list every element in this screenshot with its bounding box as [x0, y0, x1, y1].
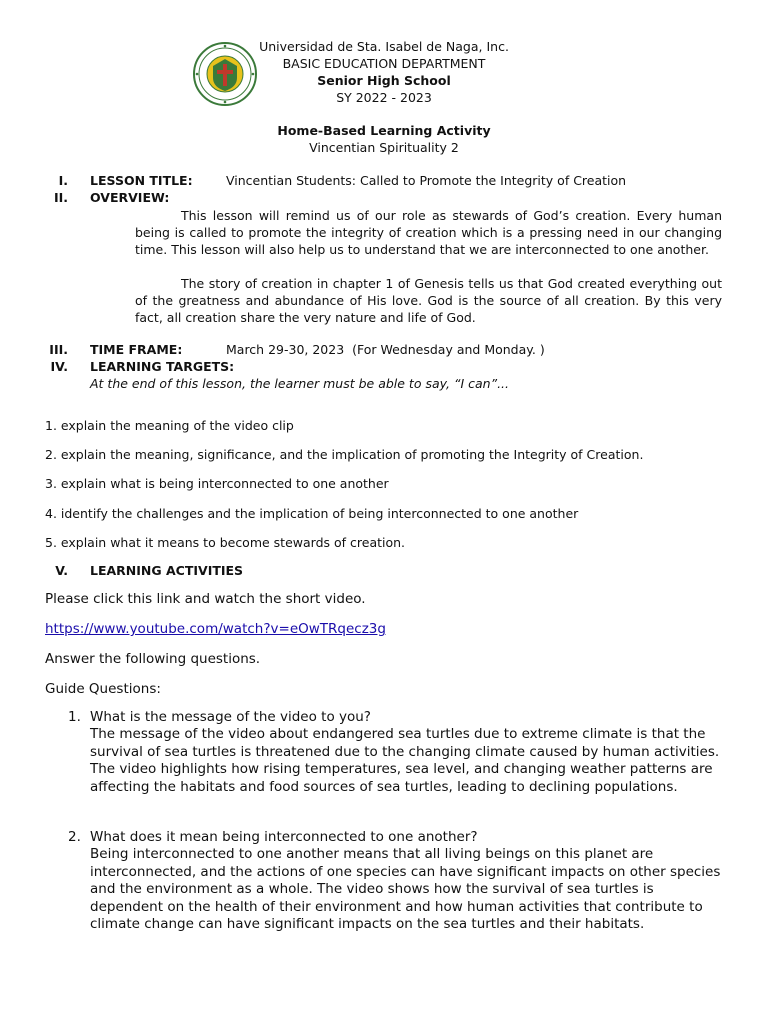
school-name: Senior High School: [317, 73, 451, 88]
university-name: Universidad de Sta. Isabel de Naga, Inc.: [259, 39, 509, 54]
answer-text: The message of the video about endangered sea turtles due to extreme climate is that the survival of sea turtles is threatened due to the changing climate caused by human activities. The video highlights how rising temperatures, sea level, and changing weather patterns are affecting the habitats and food sources of sea turtles, leading to declining populations.: [90, 726, 720, 795]
question-number: 1.: [68, 709, 81, 725]
learning-target-item: 5. explain what it means to become stewards of creation.: [45, 535, 406, 550]
lesson-title-label: LESSON TITLE:: [90, 173, 193, 188]
learning-targets-label: LEARNING TARGETS:: [90, 359, 235, 374]
learning-activities-label: LEARNING ACTIVITIES: [90, 563, 244, 578]
answer-text: Being interconnected to one another means that all living beings on this planet are interconnected, and the actions of one species can have significant impacts on other species and the environment as a whole. The video shows how the survival of sea turtles is dependent on the health of their environment and how human activities that contribute to climate change can have significant impacts on the sea turtles and their habitats.: [90, 846, 721, 932]
lesson-title-value: Vincentian Students: Called to Promote the Integrity of Creation: [226, 173, 627, 188]
learning-target-item: 3. explain what is being interconnected to one another: [45, 476, 389, 491]
time-frame-value: March 29-30, 2023 (For Wednesday and Monday. ): [226, 342, 545, 357]
learning-target-item: 1. explain the meaning of the video clip: [45, 418, 294, 433]
overview-paragraph-2: The story of creation in chapter 1 of Genesis tells us that God created everything out of the greatness and abundance of His love. God is the source of all creation. By this very fact, all creation share the very nature and life of God.: [135, 276, 722, 325]
learning-targets-intro: At the end of this lesson, the learner must be able to say, “I can”...: [90, 376, 509, 391]
learning-target-item: 4. identify the challenges and the implication of being interconnected to one another: [45, 506, 579, 521]
subject-title: Vincentian Spirituality 2: [309, 140, 459, 155]
video-link[interactable]: https://www.youtube.com/watch?v=eOwTRqecz3g: [45, 621, 386, 637]
video-instruction: Please click this link and watch the short video.: [45, 591, 366, 607]
section-number-3: III.: [49, 342, 68, 357]
activity-title: Home-Based Learning Activity: [277, 123, 491, 138]
section-number-4: IV.: [50, 359, 68, 374]
school-year: SY 2022 - 2023: [336, 90, 432, 105]
question-text: What is the message of the video to you?: [90, 709, 371, 725]
section-number-1: I.: [58, 173, 68, 188]
learning-target-item: 2. explain the meaning, significance, and the implication of promoting the Integrity of Creation.: [45, 447, 644, 462]
section-number-2: II.: [53, 190, 68, 205]
guide-questions-label: Guide Questions:: [45, 681, 161, 697]
question-number: 2.: [68, 829, 81, 845]
department-name: BASIC EDUCATION DEPARTMENT: [282, 56, 486, 71]
overview-paragraph-1: This lesson will remind us of our role as stewards of God’s creation. Every human being is called to promote the integrity of creation which is a pressing need in our changing time. This lesson will also help us to understand that we are interconnected to one another.: [135, 208, 722, 257]
section-number-5: V.: [55, 563, 68, 578]
answer-prompt: Answer the following questions.: [45, 651, 261, 667]
overview-label: OVERVIEW:: [90, 190, 170, 205]
time-frame-label: TIME FRAME:: [90, 342, 183, 357]
question-text: What does it mean being interconnected to one another?: [90, 829, 478, 845]
